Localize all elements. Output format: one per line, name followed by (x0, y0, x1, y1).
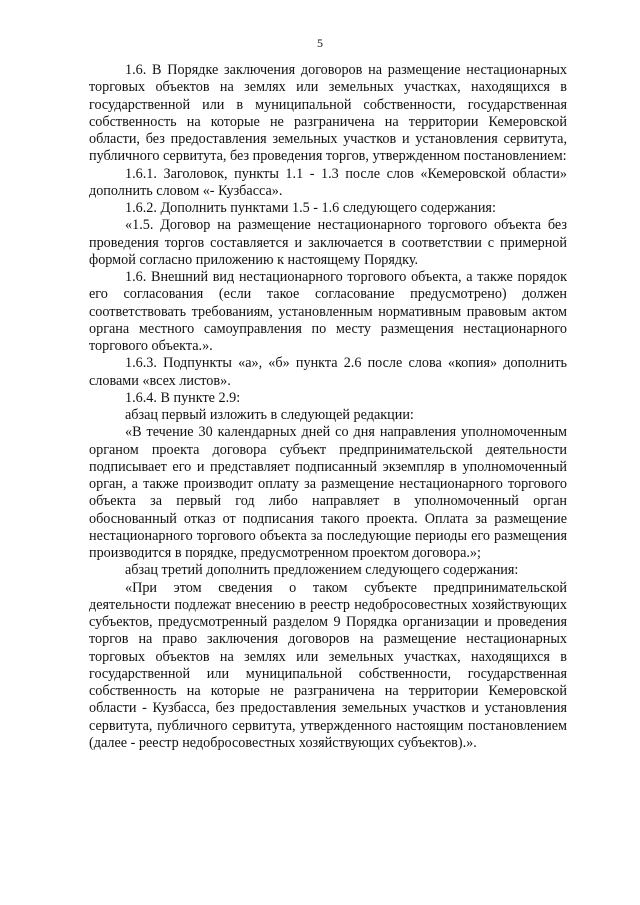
paragraph-1-6-1: 1.6.1. Заголовок, пункты 1.1 - 1.3 после слов «Кемеровской области» дополнить словом «- Кузбасса». (89, 165, 567, 199)
document-body (89, 62, 567, 752)
page-number: 5 (317, 36, 323, 50)
paragraph-quote-registry: «При этом сведения о таком субъекте предпринимательской деятельности подлежат внесению в реестр недобросовестных хозяйствующих субъектов, предусмотренный разделом 9 Порядка организации и проведения торгов на право заключения договоров на размещение нестационарных торговых объектов на землях или земельных участках, находящихся в государственной или муниципальной собственности, государственная собственность на которые не разграничена на территории Кемеровской области - Кузбасса, без предоставления земельных участков и установления сервитута, публичного сервитута, утвержденного настоящим постановлением (далее - реестр недобросовестных хозяйствующих субъектов).». (89, 579, 567, 751)
paragraph-quote-1-6: 1.6. Внешний вид нестационарного торгового объекта, а также порядок его согласования (если такое согласование предусмотрено) должен соответствовать требованиям, установленным нормативным правовым актом органа местного самоуправления по месту размещения нестационарного торгового объекта.». (89, 269, 567, 354)
paragraph-1-6-4: 1.6.4. В пункте 2.9: (125, 389, 241, 406)
paragraph-quote-1-5: «1.5. Договор на размещение нестационарного торгового объекта без проведения торгов составляется и заключается в соответствии с примерной формой согласно приложению к настоящему Порядку. (89, 217, 567, 268)
paragraph-1-6-2: 1.6.2. Дополнить пунктами 1.5 - 1.6 следующего содержания: (125, 200, 496, 216)
paragraph-third-abzac: абзац третий дополнить предложением следующего содержания: (125, 562, 519, 579)
paragraph-first-abzac: абзац первый изложить в следующей редакции: (125, 407, 414, 423)
paragraph-1-6-3: 1.6.3. Подпункты «а», «б» пункта 2.6 после слова «копия» дополнить словами «всех листов». (89, 355, 567, 389)
paragraph-quote-30-days: «В течение 30 календарных дней со дня направления уполномоченным органом проекта договора субъект предпринимательской деятельности подписывает его и представляет подписанный экземпляр в уполномоченный орган, а также производит оплату за размещение нестационарного торгового объекта за первый год либо направляет в уполномоченный орган обоснованный отказ от подписания такого проекта. Оплата за размещение нестационарного торгового объекта за последующие периоды его размещения производится в порядке, предусмотренном проектом договора.»; (89, 424, 567, 561)
paragraph-1-6: 1.6. В Порядке заключения договоров на размещение нестационарных торговых объектов на землях или земельных участках, находящихся в государственной или в муниципальной собственности, государственная собственность на которые не разграничена на территории Кемеровской области, без предоставления земельных участков и установления сервитута, публичного сервитута, без проведения торгов, утвержденном постановлением: (89, 62, 567, 165)
